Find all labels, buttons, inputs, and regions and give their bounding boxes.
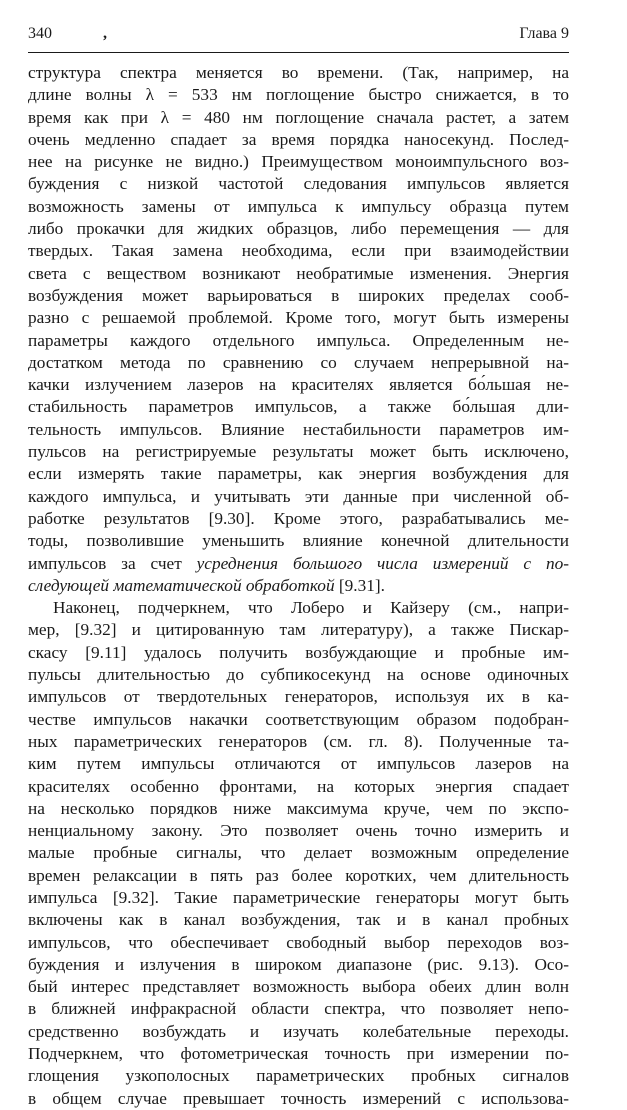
paragraph-start-line: Наконец, подчеркнем, что Лоберо и Кайзеру (см., напри- bbox=[53, 598, 569, 618]
text-line: средственно возбуждать и изучать колебательные переходы. bbox=[28, 1021, 569, 1041]
text-line: нее на рисунке не видно.) Преимуществом моноимпульсного воз- bbox=[28, 152, 569, 172]
emphasis: следующей математической обработкой bbox=[28, 575, 335, 595]
text-line: каждого импульса, и учитывать эти данные при численной об- bbox=[28, 486, 569, 506]
text-line: параметры каждого отдельного импульса. Определенным не- bbox=[28, 330, 569, 350]
text-line: возможность замены от импульса к импульсу образца путем bbox=[28, 196, 569, 216]
text-line: скасу [9.11] удалось получить возбуждающие и пробные им- bbox=[28, 642, 569, 662]
header-rule bbox=[28, 52, 569, 53]
text-line: импульсов от твердотельных генераторов, используя их в ка- bbox=[28, 687, 569, 707]
text-line: света с веществом возникают необратимые изменения. Энергия bbox=[28, 263, 569, 283]
text-line: буждения с низкой частотой следования импульсов является bbox=[28, 174, 569, 194]
text-line: качки излучением лазеров на красителях является бо́льшая не- bbox=[28, 375, 569, 395]
text-line: работке результатов [9.30]. Кроме этого, разрабатывались ме- bbox=[28, 508, 569, 528]
chapter-title: Глава 9 bbox=[519, 25, 569, 42]
text-line: если измерять такие параметры, как энергия возбуждения для bbox=[28, 464, 569, 484]
text-line: импульсов за счет усреднения большого числа измерений с по- bbox=[28, 553, 570, 573]
text-line: на несколько порядков ниже максимума круче, чем по экспо- bbox=[28, 798, 569, 818]
text-line: стабильность параметров импульсов, а также бо́льшая дли- bbox=[28, 397, 569, 417]
book-page bbox=[28, 22, 570, 1108]
text-line: глощения узкополосных параметрических пробных сигналов bbox=[28, 1066, 569, 1086]
text-line: структура спектра меняется во времени. (Так, например, на bbox=[28, 63, 569, 82]
text-line: мер, [9.32] и цитированную там литературу), а также Пискар- bbox=[28, 620, 569, 640]
emphasis: усреднения большого числа измерений с по- bbox=[196, 553, 570, 573]
text-line: Подчеркнем, что фотометрическая точность при измерении по- bbox=[28, 1044, 569, 1064]
header-mark: , bbox=[103, 25, 107, 42]
page-number: 340 bbox=[28, 25, 52, 42]
text-line: ных параметрических генераторов (см. гл. 8). Полученные та- bbox=[28, 731, 569, 751]
text-line: тельность импульсов. Влияние нестабильности параметров им- bbox=[28, 419, 569, 439]
text-line: разно с решаемой проблемой. Кроме того, могут быть измерены bbox=[28, 308, 569, 328]
text-line: включены как в канал возбуждения, так и в канал пробных bbox=[28, 910, 569, 930]
text-line: достатком метода по сравнению со случаем непрерывной на- bbox=[28, 352, 569, 372]
text-line: длине волны λ = 533 нм поглощение быстро снижается, в то bbox=[28, 85, 569, 105]
text-line: в ближней инфракрасной области спектра, что позволяет непо- bbox=[28, 999, 569, 1019]
text-line: очень медленно спадает за время порядка наносекунд. Послед- bbox=[28, 129, 569, 149]
text-line: в общем случае превышает точность измерений с использова- bbox=[28, 1088, 569, 1108]
text-line: твердых. Такая замена необходима, если при взаимодействии bbox=[28, 241, 569, 261]
text-line: времен релаксации в пять раз более коротких, чем длительность bbox=[28, 865, 569, 885]
text-line: красителях особенно фронтами, на которых энергия спадает bbox=[28, 776, 569, 796]
text-line: бый интерес представляет возможность выбора обеих длин волн bbox=[28, 977, 569, 997]
body-text bbox=[28, 62, 569, 1110]
text-line: импульса [9.32]. Такие параметрические генераторы могут быть bbox=[28, 887, 569, 907]
text-line: ненциальному закону. Это позволяет очень точно измерить и bbox=[28, 821, 569, 841]
text-line: тоды, позволившие уменьшить влияние конечной длительности bbox=[28, 531, 569, 551]
text-line: пульсы длительностью до субпикосекунд на основе одиночных bbox=[28, 665, 569, 685]
text-line: импульсов, что обеспечивает свободный выбор переходов воз- bbox=[28, 932, 569, 952]
text-line: пульсов на регистрируемые результаты может быть исключено, bbox=[28, 442, 569, 462]
text-line: время как при λ = 480 нм поглощение сначала растет, а затем bbox=[28, 107, 569, 127]
text-line: либо прокачки для жидких образцов, либо перемещения — для bbox=[28, 219, 569, 239]
text-line: возбуждения может варьироваться в широких пределах сооб- bbox=[28, 285, 569, 305]
text-line: честве импульсов накачки соответствующим образом подобран- bbox=[28, 709, 569, 729]
text-line: буждения и излучения в широком диапазоне (рис. 9.13). Осо- bbox=[28, 954, 569, 974]
text-line: ким путем импульсы отличаются от импульсов лазеров на bbox=[28, 754, 569, 774]
text-line: малые пробные сигналы, что делает возможным определение bbox=[28, 843, 569, 863]
running-head bbox=[28, 22, 569, 46]
text-line: следующей математической обработкой [9.31]. bbox=[28, 575, 385, 595]
